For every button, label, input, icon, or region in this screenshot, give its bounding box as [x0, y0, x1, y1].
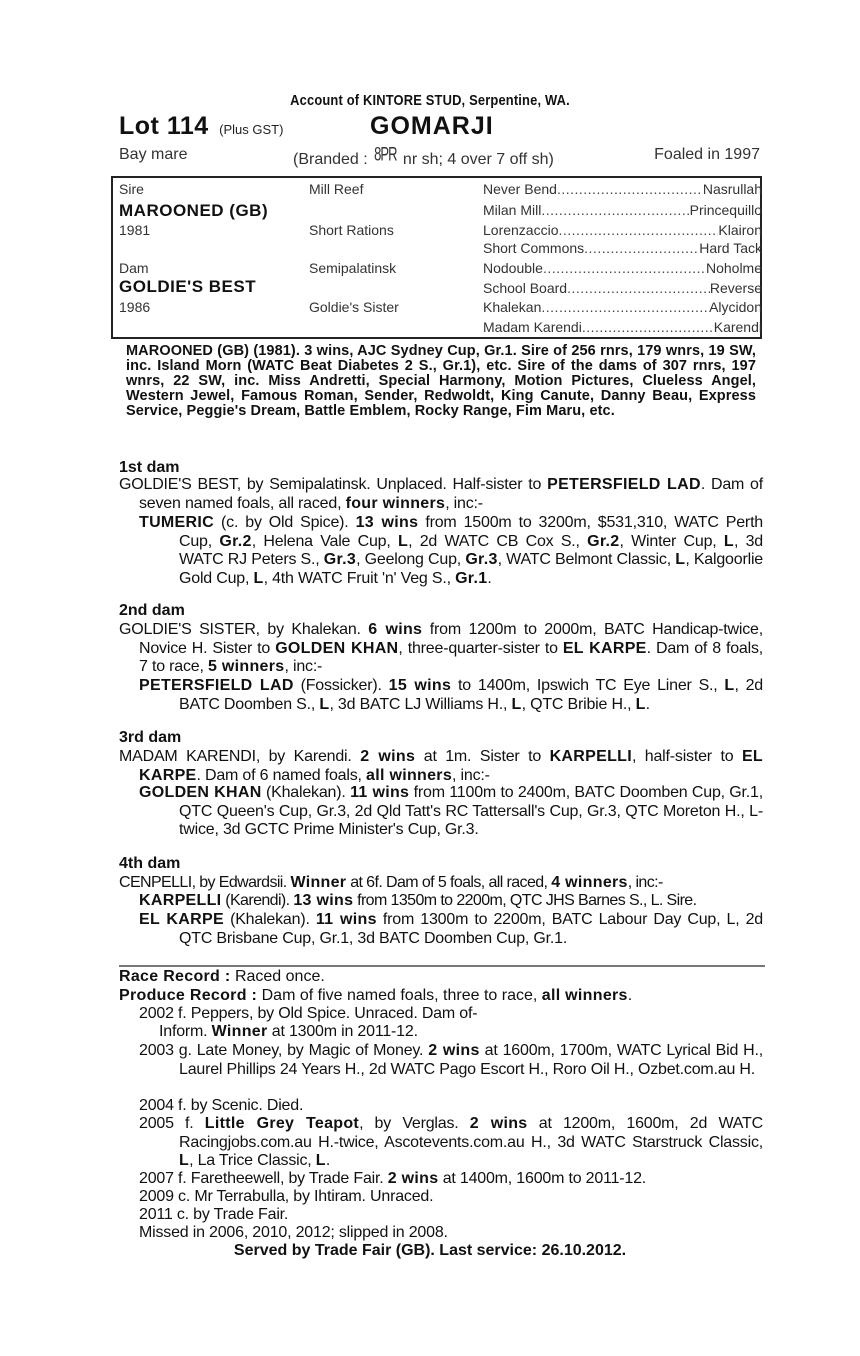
bold-text-run: all winners	[541, 987, 628, 1004]
sire-year: 1981	[119, 222, 151, 238]
text-run: , inc:-	[627, 874, 663, 891]
bold-text-run: L	[315, 1152, 326, 1169]
great-grandparent: Nodouble ..... Noholme	[483, 260, 762, 276]
produce-entry	[139, 1188, 763, 1207]
text-run: at 1200m, 1600m, 2d WATC Racingjobs.com.au H.-twice, Ascotevents.com.au H., 3d WATC Starstruck Classic,	[179, 1115, 763, 1151]
fourth-dam-progeny	[139, 911, 763, 948]
bold-text-run: L	[675, 551, 686, 568]
service-note: Served by Trade Fair (GB). Last service: 26.10.2012.	[233, 1242, 627, 1259]
fourth-dam-text	[119, 874, 763, 893]
bold-text-run: all winners	[366, 766, 453, 784]
bold-text-run: 11 wins	[350, 784, 410, 801]
produce-entry	[139, 1170, 763, 1189]
bold-text-run: L	[635, 695, 646, 713]
bold-text-run: Winner	[211, 1023, 268, 1040]
sire-summary: MAROONED (GB) (1981). 3 wins, AJC Sydney Cup, Gr.1. Sire of 256 rnrs, 179 wnrs, 19 SW, inc. Island Morn (WATC Beat Diabetes 2 S., Gr.1), etc. Sire of the dams of 307 rnrs, 197 wnrs, 22 SW, inc. Miss Andretti, Special Harmony, Motion Pictures, Clueless Angel, Western Jewel, Famous Roman, Sender, Redwoldt, King Canute, Danny Beau, Express Service, Peggie's Dream, Battle Emblem, Rocky Range, Fim Maru, etc.	[126, 343, 756, 419]
text-run: from 1500m to 3200m, $531,310, WATC Perth Cup,	[179, 514, 764, 550]
bold-text-run: 5 winners	[207, 658, 285, 675]
text-run: 2011 c. by Trade Fair.	[139, 1206, 289, 1223]
text-run: . Dam of seven named foals, all raced,	[139, 476, 763, 512]
text-run: , Winter Cup,	[619, 532, 724, 550]
bold-text-run: 2 wins	[428, 1042, 480, 1059]
text-run: MADAM KARENDI, by Karendi.	[119, 748, 361, 765]
bold-text-run: Gr.1	[455, 569, 488, 587]
dam-label: Dam	[119, 260, 149, 276]
text-run: (Khalekan).	[261, 784, 351, 801]
text-run: .	[487, 569, 492, 587]
produce-entry	[139, 1005, 763, 1024]
lot-label: Lot 114	[119, 112, 209, 140]
text-run: CENPELLI, by Edwardsii.	[119, 874, 291, 891]
bold-text-run: four winners	[345, 494, 446, 512]
text-run: , La Trice Classic,	[189, 1152, 316, 1169]
produce-entry	[139, 1115, 763, 1171]
bold-text-run: L	[724, 677, 735, 694]
text-run: at 6f. Dam of 5 foals, all raced,	[346, 874, 552, 891]
text-run: . Dam of 6 named foals,	[196, 766, 367, 784]
bold-text-run: 2 wins	[360, 748, 416, 765]
text-run: to 1400m, Ipswich TC Eye Liner S.,	[451, 677, 725, 694]
grandparent: Short Rations	[309, 222, 394, 238]
text-run: at 1600m, 1700m, WATC Lyrical Bid H., Laurel Phillips 24 Years H., 2d WATC Pago Escort H., Roro Oil H., Ozbet.com.au H.	[179, 1042, 763, 1078]
produce-entry	[139, 1224, 763, 1243]
bold-text-run: EL KARPE	[139, 911, 224, 928]
text-run: at 1300m in 2011-12.	[267, 1023, 418, 1040]
text-run: from 1100m to 2400m, BATC Doomben Cup, Gr.1, QTC Queen's Cup, Gr.3, 2d Qld Tatt's RC Tattersall's Cup, Gr.3, QTC Moreton H., L-twice, 3d GCTC Prime Minister's Cup, Gr.3.	[179, 784, 763, 838]
fourth-dam-heading: 4th dam	[119, 855, 181, 872]
bold-text-run: 11 wins	[315, 911, 377, 928]
produce-entry	[159, 1023, 763, 1042]
bold-text-run: Little Grey Teapot	[204, 1115, 360, 1132]
text-run: Inform.	[159, 1023, 212, 1040]
text-run: (Khalekan).	[223, 911, 316, 928]
text-run: 2005 f.	[139, 1115, 205, 1132]
bold-text-run: GOLDEN KHAN	[275, 639, 399, 657]
second-dam-heading: 2nd dam	[119, 602, 185, 619]
lot-number	[119, 112, 283, 141]
great-grandparent: Madam Karendi ..... Karendi	[483, 319, 762, 335]
third-dam-progeny	[139, 784, 763, 840]
bold-text-run: EL KARPE	[562, 639, 647, 657]
sire-label: Sire	[119, 181, 144, 197]
text-run: 2003 g. Late Money, by Magic of Money.	[139, 1042, 429, 1059]
bold-text-run: PETERSFIELD LAD	[547, 476, 701, 493]
text-run: , Geelong Cup,	[356, 551, 466, 568]
first-dam-heading: 1st dam	[119, 459, 180, 476]
second-dam-text	[119, 621, 763, 677]
text-run: Missed in 2006, 2010, 2012; slipped in 2008.	[139, 1224, 448, 1241]
second-dam-progeny	[139, 677, 763, 714]
bold-text-run: 4 winners	[551, 874, 628, 891]
bold-text-run: L	[179, 1152, 190, 1169]
text-run: 2002 f. Peppers, by Old Spice. Unraced. Dam of-	[139, 1005, 478, 1022]
bold-text-run: KARPELLI	[549, 748, 632, 765]
text-run: , 4th WATC Fruit 'n' Veg S.,	[263, 569, 456, 587]
bold-text-run: EL KARPE	[139, 748, 763, 784]
text-run: , 2d WATC CB Cox S.,	[408, 532, 588, 550]
text-run: , WATC Belmont Classic,	[497, 551, 676, 568]
foaled-year: Foaled in 1997	[654, 146, 760, 163]
text-run: from 1350m to 2200m, QTC JHS Barnes S., L. Sire.	[353, 892, 697, 909]
text-run: , inc:-	[452, 766, 490, 784]
produce-entry	[139, 1042, 763, 1079]
text-run: at 1400m, 1600m to 2011-12.	[438, 1170, 647, 1187]
brand-suffix: nr sh; 4 over 7 off sh)	[402, 151, 554, 168]
dam-name: GOLDIE'S BEST	[119, 277, 257, 296]
bold-text-run: 13 wins	[293, 892, 354, 909]
great-grandparent: Lorenzaccio ..... Klairon	[483, 222, 762, 238]
grandparent: Mill Reef	[309, 181, 364, 197]
text-run: 2004 f. by Scenic. Died.	[139, 1097, 304, 1114]
great-grandparent: School Board ..... Reverse	[483, 280, 762, 296]
text-run: from 1200m to 2000m, BATC Handicap-twice, Novice H. Sister to	[139, 621, 763, 657]
bold-text-run: 15 wins	[388, 677, 452, 694]
text-run: at 1m. Sister to	[415, 748, 550, 765]
bold-text-run: GOLDEN KHAN	[139, 784, 262, 801]
text-run: , by Verglas.	[359, 1115, 470, 1132]
brand-prefix: (Branded :	[293, 151, 368, 168]
text-run: .	[627, 987, 633, 1004]
great-grandparent: Short Commons ..... Hard Tack	[483, 240, 762, 256]
first-dam-text	[119, 476, 763, 513]
bold-text-run: Winner	[290, 874, 347, 891]
text-run: , 3d BATC LJ Williams H.,	[329, 695, 512, 713]
text-run: 2007 f. Faretheewell, by Trade Fair.	[139, 1170, 388, 1187]
bold-text-run: Gr.3	[323, 551, 357, 568]
third-dam-text	[119, 748, 763, 785]
text-run: . Dam of 8 foals, 7 to race,	[139, 639, 763, 675]
bold-text-run: 2 wins	[469, 1115, 528, 1132]
bold-text-run: 6 wins	[368, 621, 423, 638]
produce-entry	[139, 1097, 763, 1116]
bold-text-run: 13 wins	[355, 514, 419, 531]
text-run: .	[325, 1152, 331, 1169]
section-divider	[119, 965, 765, 967]
bold-text-run: L	[319, 695, 330, 713]
lot-gst-note: (Plus GST)	[219, 122, 284, 137]
great-grandparent: Khalekan ..... Alycidon	[483, 299, 762, 315]
pedigree-table	[111, 176, 762, 339]
text-run: from 1300m to 2200m, BATC Labour Day Cup, L, 2d QTC Brisbane Cup, Gr.1, 3d BATC Doomben Cup, Gr.1.	[179, 911, 763, 947]
produce-record-label: Produce Record :	[119, 987, 258, 1004]
great-grandparent: Milan Mill ..... Princequillo	[483, 202, 762, 218]
text-run: , QTC Bribie H.,	[521, 695, 636, 713]
text-run: .	[645, 695, 650, 713]
bold-text-run: Gr.2	[219, 532, 252, 550]
text-run: , Kalgoorlie Gold Cup,	[179, 551, 763, 587]
bold-text-run: PETERSFIELD LAD	[139, 677, 294, 694]
produce-record	[119, 987, 632, 1006]
fourth-dam-progeny	[139, 892, 763, 911]
dam-year: 1986	[119, 299, 151, 315]
text-run: , inc:-	[284, 658, 323, 675]
text-run: , inc:-	[445, 494, 483, 512]
great-grandparent: Never Bend ..... Nasrullah	[483, 181, 762, 197]
text-run: (Fossicker).	[293, 677, 389, 694]
text-run: , Helena Vale Cup,	[251, 532, 399, 550]
text-run: , three-quarter-sister to	[398, 639, 563, 657]
text-run: GOLDIE'S BEST, by Semipalatinsk. Unplaced. Half-sister to	[119, 476, 548, 493]
sex-colour: Bay mare	[119, 146, 188, 163]
produce-entry	[139, 1206, 763, 1225]
bold-text-run: 2 wins	[387, 1170, 439, 1187]
race-record	[119, 968, 325, 987]
bold-text-run: L	[723, 532, 734, 550]
text-run: GOLDIE'S SISTER, by Khalekan.	[119, 621, 369, 638]
text-run: Dam of five named foals, three to race,	[257, 987, 542, 1004]
sire-name: MAROONED (GB)	[119, 201, 269, 220]
text-run: (c. by Old Spice).	[213, 514, 356, 531]
text-run: , half-sister to	[631, 748, 742, 765]
bold-text-run: Gr.3	[465, 551, 498, 568]
bold-text-run: Gr.2	[587, 532, 620, 550]
text-run: (Karendi).	[221, 892, 294, 909]
bold-text-run: L	[511, 695, 522, 713]
text-run: , 3d WATC RJ Peters S.,	[179, 532, 764, 568]
bold-text-run: L	[253, 569, 264, 587]
bold-text-run: L	[398, 532, 409, 550]
race-record-label: Race Record :	[119, 968, 231, 985]
grandparent: Goldie's Sister	[309, 299, 399, 315]
bold-text-run: KARPELLI	[139, 892, 222, 909]
horse-name: GOMARJI	[370, 112, 494, 140]
bold-text-run: TUMERIC	[139, 514, 214, 531]
brand-mark: 8PR	[374, 142, 397, 165]
race-record-value: Raced once.	[234, 968, 325, 985]
vendor-account: Account of KINTORE STUD, Serpentine, WA.	[290, 92, 570, 109]
grandparent: Semipalatinsk	[309, 260, 397, 276]
text-run: , 2d BATC Doomben S.,	[179, 677, 764, 713]
first-dam-progeny	[139, 514, 763, 588]
text-run: 2009 c. Mr Terrabulla, by Ihtiram. Unraced.	[139, 1188, 434, 1205]
brand-info	[293, 142, 554, 169]
produce-record-intro	[257, 987, 632, 1004]
third-dam-heading: 3rd dam	[119, 729, 182, 746]
